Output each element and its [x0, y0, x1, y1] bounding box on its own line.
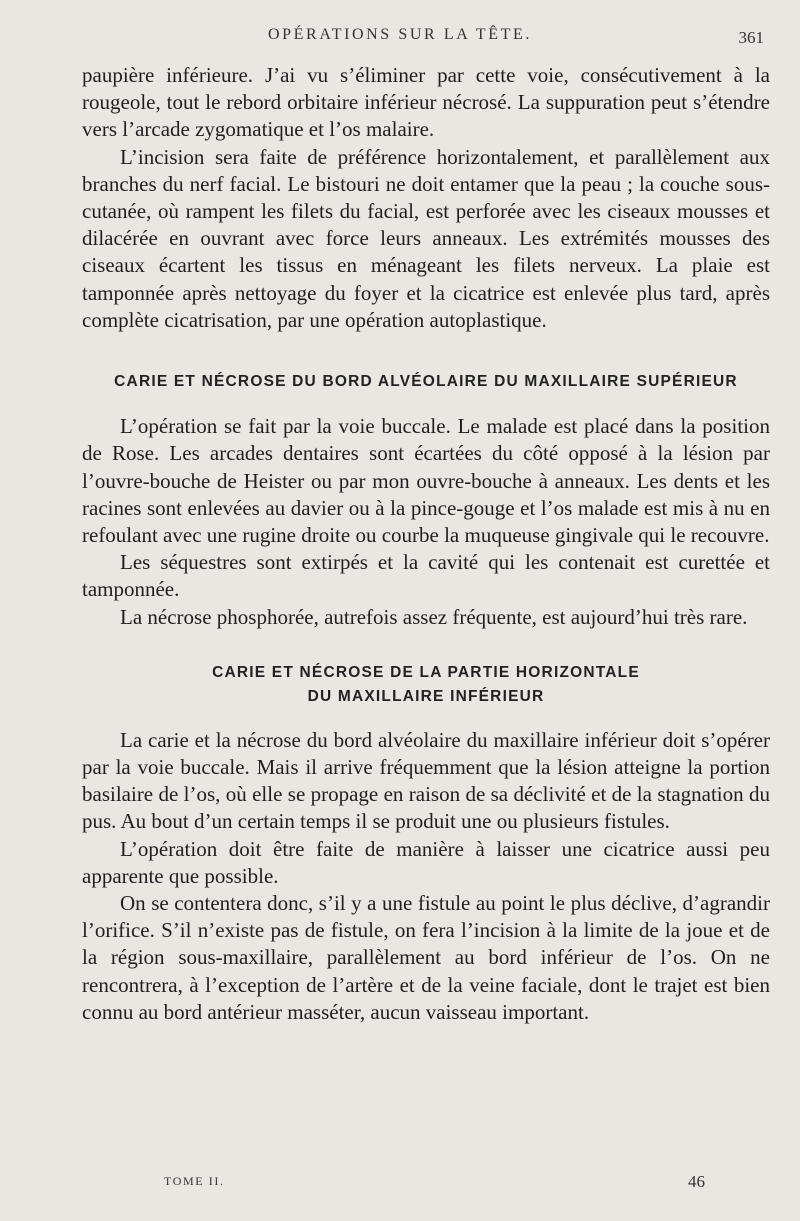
paragraph: L’opération doit être faite de manière à laisser une cicatrice aussi peu apparente que possible. — [82, 836, 770, 888]
running-header — [0, 26, 800, 50]
page-body — [82, 62, 770, 1026]
paragraph: On se contentera donc, s’il y a une fistule au point le plus déclive, d’agrandir l’orifice. S’il n’existe pas de fistule, on fera l’incision à la limite de la joue et de la région sous-maxillaire, parallèlement au bord inférieur de l’os. On ne rencontrera, à l’exception de l’artère et de la veine faciale, dont le trajet est bien connu au bord antérieur masséter, aucun vaisseau important. — [82, 891, 770, 1024]
volume-label: TOME II. — [164, 1174, 225, 1188]
page-footer — [0, 1172, 800, 1196]
page-number: 361 — [738, 28, 764, 47]
paragraph: La carie et la nécrose du bord alvéolaire du maxillaire inférieur doit s’opérer par la voie buccale. Mais il arrive fréquemment que la lésion atteigne la portion basilaire de l’os, où elle se propage en raison de sa déclivité et de la stagnation du pus. Au bout d’un certain temps il se produit une ou plusieurs fistules. — [82, 727, 770, 834]
signature-mark: 46 — [688, 1172, 705, 1191]
paragraph: L’opération se fait par la voie buccale. Le malade est placé dans la position de Rose. Les arcades dentaires sont écartées du côté opposé à la lésion par l’ouvre-bouche de Heister ou par mon ouvre-bouche à anneaux. Les dents et les racines sont enlevées au davier ou à la pince-gouge et l’os malade est mis à nu en refoulant avec une rugine droite ou courbe la muqueuse gingivale qui le recouvre. — [82, 414, 770, 548]
section-heading-line: DU MAXILLAIRE INFÉRIEUR — [307, 687, 545, 705]
paragraph: paupière inférieure. J’ai vu s’éliminer par cette voie, consécutivement à la rougeole, tout le rebord orbitaire inférieur nécrosé. La suppuration peut s’étendre vers l’arcade zygomatique et l’os malaire. — [82, 63, 770, 142]
paragraph: La nécrose phosphorée, autrefois assez fréquente, est aujourd’hui très rare. — [120, 604, 748, 629]
section-heading — [82, 661, 770, 709]
section-heading: CARIE ET NÉCROSE DU BORD ALVÉOLAIRE DU MAXILLAIRE SUPÉRIEUR — [114, 373, 738, 391]
paragraph: Les séquestres sont extirpés et la cavité qui les contenait est curettée et tamponnée. — [82, 550, 770, 602]
section-heading-line: CARIE ET NÉCROSE DE LA PARTIE HORIZONTALE — [212, 663, 640, 681]
paragraph: L’incision sera faite de préférence horizontalement, et parallèlement aux branches du nerf facial. Le bistouri ne doit entamer que la peau ; la couche sous-cutanée, où rampent les filets du facial, est perforée avec les ciseaux mousses et dilacérée en ouvrant avec force leurs anneaux. Les extrémités mousses des ciseaux écartent les tissus en ménageant les filets nerveux. La plaie est tamponnée après nettoyage du foyer et la cicatrice est enlevée plus tard, après complète cicatrisation, par une opération autoplastique. — [82, 144, 770, 332]
running-title: OPÉRATIONS SUR LA TÊTE. — [268, 26, 532, 43]
